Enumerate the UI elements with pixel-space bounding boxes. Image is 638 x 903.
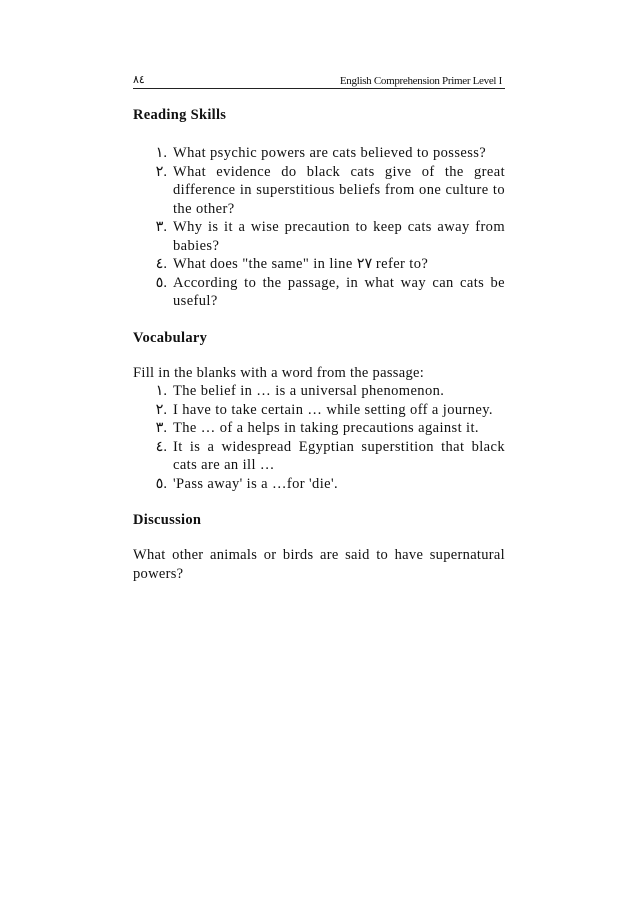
item-text: The … of a helps in taking precautions against it. (173, 420, 479, 436)
list-item (133, 475, 505, 494)
vocabulary-heading: Vocabulary (133, 329, 208, 346)
page-content (133, 106, 505, 583)
vocabulary-instruction: Fill in the blanks with a word from the passage: (133, 364, 425, 381)
item-text: 'Pass away' is a …for 'die'. (173, 475, 339, 492)
discussion-heading: Discussion (133, 512, 202, 528)
item-text: What does "the same" in line ٢٧ refer to? (173, 256, 429, 272)
page-number: ٨٤ (133, 74, 145, 86)
item-text: What evidence do black cats give of the great difference in superstitious beliefs from one culture to the other? (173, 163, 505, 217)
item-text: What psychic powers are cats believed to possess? (173, 145, 487, 161)
item-number: ٥. (155, 475, 167, 492)
list-item (133, 382, 505, 401)
item-number: ٢. (155, 401, 167, 418)
item-text: Why is it a wise precaution to keep cats away from babies? (173, 219, 505, 254)
reading-skills-section (133, 106, 505, 311)
item-text: According to the passage, in what way can cats be useful? (173, 274, 505, 309)
item-number: ٢. (155, 163, 167, 180)
item-text: It is a widespread Egyptian superstition that black cats are an ill … (173, 438, 505, 473)
item-number: ٤. (155, 438, 167, 455)
list-item (133, 255, 505, 274)
item-number: ١. (155, 145, 167, 161)
item-number: ٣. (155, 219, 167, 235)
running-title: English Comprehension Primer Level I (339, 75, 502, 87)
reading-questions-list (133, 144, 505, 311)
reading-skills-heading: Reading Skills (133, 107, 227, 123)
vocabulary-list (133, 382, 505, 493)
vocabulary-section (133, 329, 505, 494)
item-text: I have to take certain … while setting off a journey. (173, 401, 493, 418)
item-number: ٣. (155, 420, 167, 436)
list-item (133, 274, 505, 311)
discussion-question: What other animals or birds are said to have supernatural powers? (133, 547, 505, 582)
item-text: The belief in … is a universal phenomenon. (173, 383, 445, 399)
list-item (133, 163, 505, 219)
list-item (133, 438, 505, 475)
list-item (133, 401, 505, 420)
discussion-section (133, 511, 505, 583)
list-item (133, 419, 505, 438)
item-number: ٤. (155, 256, 167, 272)
list-item (133, 218, 505, 255)
item-number: ٥. (155, 274, 167, 291)
running-header (133, 72, 505, 89)
item-number: ١. (155, 383, 167, 399)
list-item (133, 144, 505, 163)
